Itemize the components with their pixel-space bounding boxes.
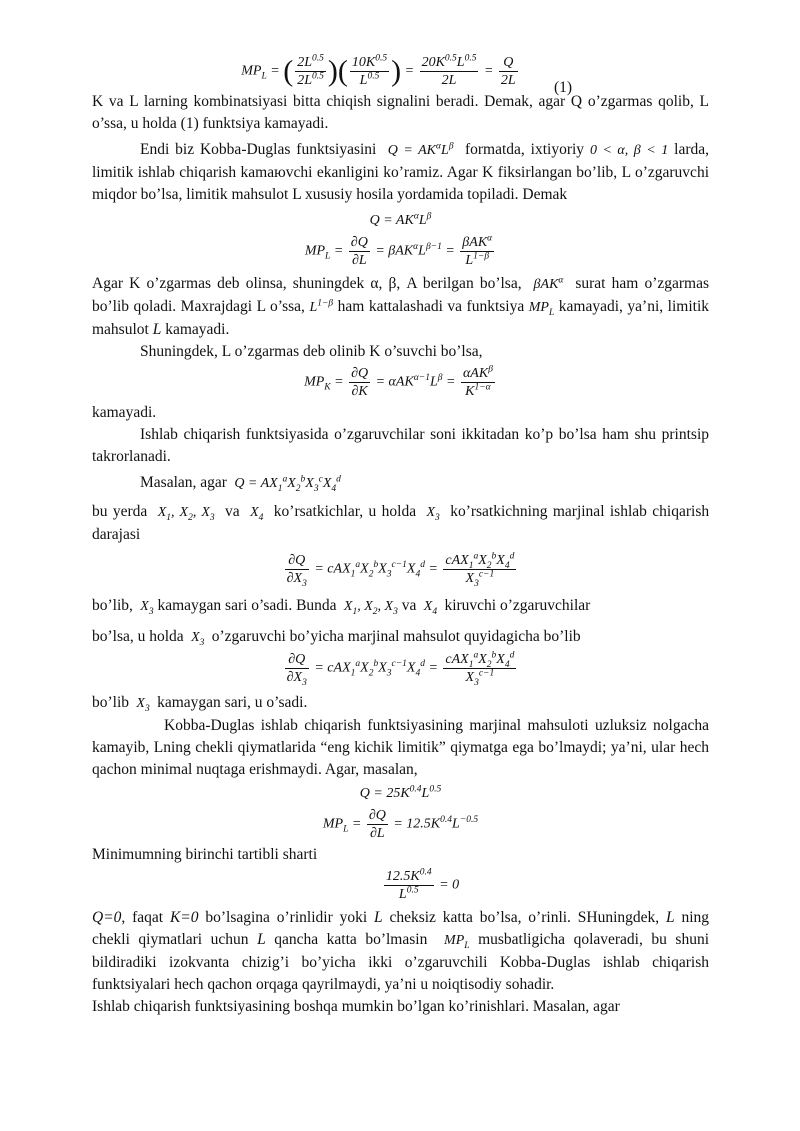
formula-inline: 0 < α, β < 1 [589, 143, 669, 158]
paragraph: Ishlab chiqarish funktsiyasida o’zgaruvchilar soni ikkitadan ko’p bo’lsa ham shu printsip takrorlanadi. [92, 426, 709, 465]
paragraph: Minimumning birinchi tartibli sharti [92, 846, 318, 863]
formula-inline: $MP_L$ [435, 933, 470, 951]
formula-inline: $X_3$ [421, 505, 440, 523]
paragraph: Kobba-Duglas ishlab chiqarish funktsiyasining marjinal mahsuloti uzluksiz nolgacha kamayib, Lning chekli qiymatlarida “eng kichik limitik” qiymatga ega bo’lmaydi; ya’ni, ular hech qachon minimal nuqtaga erishmaydi. Agar, masalan, [92, 717, 709, 778]
equation-q-example: $Q = 25K^{0.4}L^{0.5}$ [359, 784, 442, 801]
paragraph: Q=0, faqat K=0 bo’lsagina o’rinlidir yoki L cheksiz katta bo’lsa, o’rinli. SHuningdek, L ning chekli qiymatlari uchun L qancha katta bo’lmasin $MP_L$ musbatligicha qolaveradi, bu shuni bildiradiki izokvanta chizig’i bo’yicha ikki o’zgaruvchili Kobba-Duglas ishlab chiqarish funktsiyalari hech qachon orqaga qayrilmaydi, ya’ni u noiqtisodiy sohadir. [92, 909, 710, 993]
formula-inline: $X_3$ [187, 630, 205, 648]
formula-inline: $X_1$, $X_2$, $X_3$ [340, 599, 398, 617]
paragraph: bo’lib $X_3$ kamaygan sari, u o’sadi. [92, 694, 308, 714]
equation-dx3-repeat: $\frac{\partial Q}{\partial X_3}$ = $cAX_1^aX_2^bX_3^{c-1}X_4^d$ = $\frac{cAX_1^aX_2^bX_4^d}{X_3^{c-1}}$ [286, 650, 515, 688]
paragraph: bo’lib, $X_3$ kamaygan sari o’sadi. Bunda $X_1$, $X_2$, $X_3$ va $X_4$ kiruvchi o’zgaruvchilar [92, 597, 591, 617]
paragraph: Ishlab chiqarish funktsiyasining boshqa mumkin bo’lgan ko’rinishlari. Masalan, agar [92, 998, 620, 1015]
equation-q: $Q = AK^\alpha L^\beta$ [369, 211, 432, 228]
formula-inline: $X_1$, $X_2$, $X_3$ [152, 505, 215, 523]
equation-1-number: (1) [554, 79, 573, 96]
formula-inline: $Q = AK^\alpha L^\beta$ [382, 141, 454, 158]
paragraph: Endi biz Kobba-Duglas funktsiyasini $Q = AK^\alpha L^\beta$ formatda, ixtiyoriy 0 < α, β < 1 larda, limitik ishlab chiqarish kamaюvchi ekanligini ko’ramiz. Agar K fiksirlangan bo’lib, L o’zgaruvchi miqdor bo’lsa, limitik mahsulot L xususiy hosila yordamida topiladi. Demak [92, 141, 709, 203]
document-page [92, 52, 709, 1018]
equation-mpk: $MP_K$ = $\frac{\partial Q}{\partial K}$ = $\alpha AK^{\alpha-1}L^\beta$ = $\frac{\alpha AK^\beta}{K^{1-\alpha}}$ [304, 364, 493, 399]
formula-inline: $X_3$ [132, 696, 150, 714]
paragraph: bo’lsa, u holda $X_3$ o’zgaruvchi bo’yicha marjinal mahsulot quyidagicha bo’lib [92, 628, 581, 648]
equation-mpl-example: $MP_L$ = $\frac{\partial Q}{\partial L}$ = $12.5K^{0.4}L^{-0.5}$ [322, 808, 479, 841]
equation-1: $MP_L$ = ( $\frac{2L^{0.5}}{2L^{0.5}}$ )( $\frac{10K^{0.5}}{L^{0.5}}$ ) = $\frac{20K^{0.5}L^{0.5}}{2L}$ = $\frac{Q}{2L}$ [241, 53, 516, 88]
formula-inline: $X_3$ [136, 599, 154, 617]
equation-dx3: $\frac{\partial Q}{\partial X_3}$ = $cAX_1^aX_2^bX_3^{c-1}X_4^d$ = $\frac{cAX_1^aX_2^bX_4^d}{X_3^{c-1}}$ [286, 551, 515, 589]
formula-inline: $L^{1-\beta}$ [309, 298, 334, 315]
formula-inline: $Q = AX_1^aX_2^bX_3^cX_4^d$ [230, 474, 341, 494]
formula-inline: $X_4$ [245, 505, 264, 523]
equation-first-order: $\frac{12.5K^{0.4}}{L^{0.5}}$ = 0 [385, 867, 460, 902]
formula-inline: $X_4$ [420, 599, 438, 617]
formula-inline: $MP_L$ [528, 300, 555, 318]
equation-mpl: $MP_L$ = $\frac{\partial Q}{\partial L}$ = $\beta AK^\alpha L^{\beta-1}$ = $\frac{\beta AK^\alpha}{L^{1-\beta}}$ [304, 233, 493, 268]
formula-inline: βAK$^\alpha$ [527, 275, 564, 292]
paragraph: kamayadi. [92, 404, 157, 421]
paragraph: bu yerda $X_1$, $X_2$, $X_3$ va $X_4$ ko’rsatkichlar, u holda $X_3$ ko’rsatkichning marjinal ishlab chiqarish darajasi [92, 503, 710, 543]
paragraph: Masalan, agar $Q = AX_1^aX_2^bX_3^cX_4^d$ [140, 474, 341, 494]
paragraph: K va L larning kombinatsiyasi bitta chiqish signalini beradi. Demak, agar Q o’zgarmas qolib, L o’ssa, u holda (1) funktsiya kamayadi. [92, 93, 709, 132]
paragraph: Agar K o’zgarmas deb olinsa, shuningdek α, β, A berilgan bo’lsa, βAK$^\alpha$ surat ham o’zgarmas bo’lib qoladi. Maxrajdagi L o’ssa, $L^{1-\beta}$ ham kattalashadi va funktsiya $MP_L$ kamayadi, ya’ni, limitik mahsulot L kamayadi. [92, 275, 710, 338]
paragraph: Shuningdek, L o’zgarmas deb olinib K o’suvchi bo’lsa, [140, 343, 483, 360]
